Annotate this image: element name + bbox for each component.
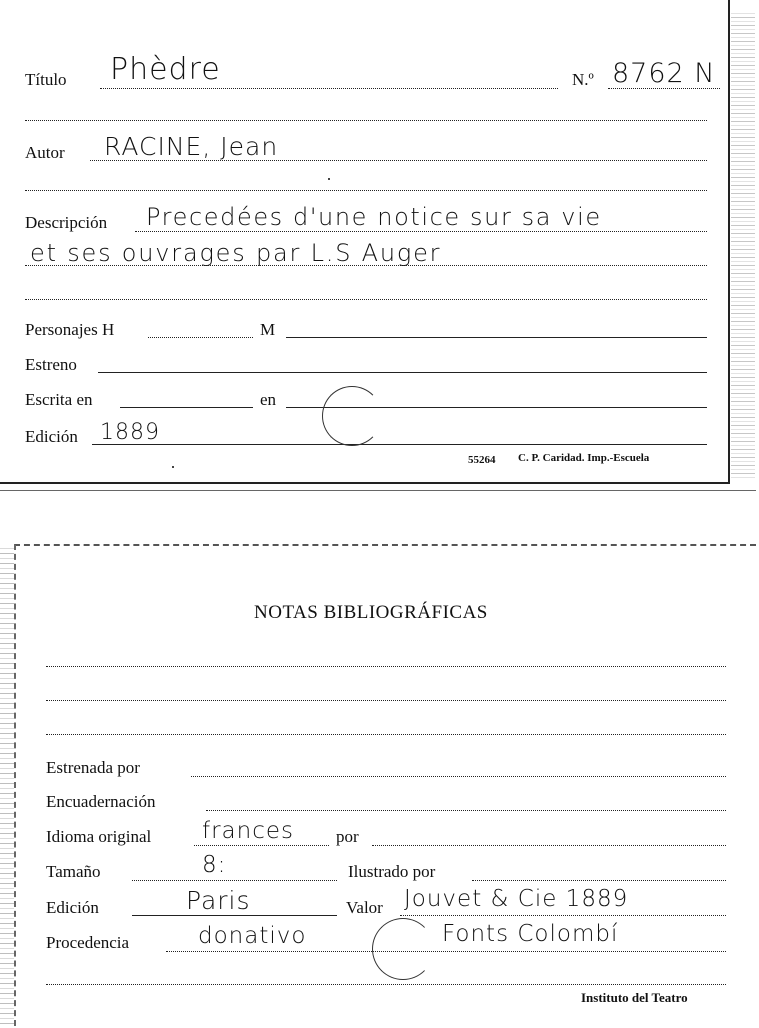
autor-label: Autor [25,143,65,162]
titulo-line [100,88,558,89]
edicion-back-label: Edición [46,898,99,917]
encuadernacion-line [206,810,726,811]
catalog-card-front [0,0,730,484]
ilustrado-label: Ilustrado por [348,862,436,881]
tamano-label: Tamaño [46,862,101,881]
blank-line [25,120,707,121]
blank-line [46,700,726,701]
numero-value: 8762 N [612,58,716,89]
estreno-label: Estreno [25,355,77,374]
printer-code: 55264 [468,454,496,466]
descripcion-label: Descripción [25,213,108,232]
tamano-value: 8: [202,852,227,878]
printer-text: C. P. Caridad. Imp.-Escuela [518,452,650,464]
catalog-card-back [14,544,756,1026]
estreno-line [98,372,707,373]
speck [172,466,174,468]
numero-label: N.º [572,70,594,89]
por-line [372,845,726,846]
personajes-h-line [148,337,253,338]
procedencia-line [166,951,726,952]
scan-edge-noise [0,544,14,1024]
blank-line [25,299,707,300]
descripcion-value-line2: et ses ouvrages par L.S Auger [30,239,442,267]
idioma-label: Idioma original [46,827,152,846]
blank-line [25,190,707,191]
estrenada-line [191,776,726,777]
personajes-m-label: M [260,320,276,339]
titulo-value: Phèdre [110,52,221,87]
procedencia-label: Procedencia [46,933,130,952]
personajes-label: Personajes H [25,320,115,339]
tamano-line [132,880,337,881]
valor-label: Valor [346,898,383,917]
scan-divider [0,490,756,491]
blank-line [46,666,726,667]
edicion-back-value: Paris [186,886,251,915]
edicion-value: 1889 [100,420,160,445]
personajes-m-line [286,337,707,338]
autor-value: RACINE, Jean [104,132,279,161]
escrita-line [120,407,253,408]
stamp-circle [322,386,382,446]
idioma-value: frances [202,818,295,844]
notas-heading: NOTAS BIBLIOGRÁFICAS [254,602,488,623]
stamp-circle [372,918,434,980]
ilustrado-line [472,880,726,881]
idioma-line [194,845,329,846]
estrenada-label: Estrenada por [46,758,140,777]
escrita-en-label: en [260,390,277,409]
procedencia-value: donativo [198,923,307,949]
descripcion-value-line1: Precedées d'une notice sur sa vie [146,203,602,231]
procedencia-extra: Fonts Colombí [442,921,619,947]
instituto-footer: Instituto del Teatro [581,990,688,1005]
blank-line [46,734,726,735]
blank-line [46,984,726,985]
titulo-label: Título [25,70,67,89]
valor-line [400,915,726,916]
scan-edge-noise [731,10,755,480]
edicion-back-line [132,915,337,916]
speck [328,178,330,180]
por-label: por [336,827,359,846]
descripcion-line [135,231,707,232]
edicion-line [92,444,707,445]
escrita-label: Escrita en [25,390,93,409]
edicion-label: Edición [25,427,78,446]
encuadernacion-label: Encuadernación [46,792,156,811]
valor-value: Jouvet & Cie 1889 [404,886,629,912]
